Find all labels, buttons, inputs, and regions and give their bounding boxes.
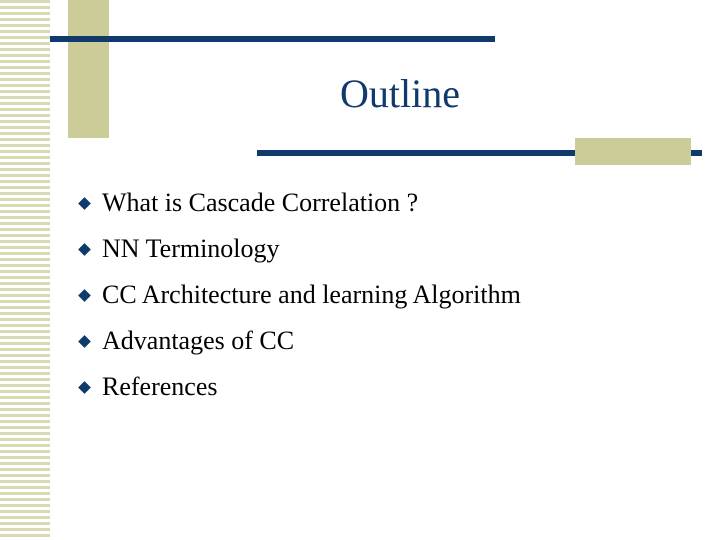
bullet-text: CC Architecture and learning Algorithm xyxy=(102,280,521,309)
accent-block-bottom xyxy=(575,138,691,165)
diamond-bullet-icon xyxy=(78,289,91,302)
diamond-bullet-icon xyxy=(78,243,91,256)
bullet-text: Advantages of CC xyxy=(102,326,295,355)
diamond-bullet-icon xyxy=(78,381,91,394)
bullet-item xyxy=(78,226,521,272)
bullet-list xyxy=(78,180,521,410)
bullet-item xyxy=(78,364,521,410)
accent-block-top xyxy=(68,0,109,138)
bullet-item xyxy=(78,180,521,226)
bullet-item xyxy=(78,272,521,318)
diamond-bullet-icon xyxy=(78,197,91,210)
bullet-text: NN Terminology xyxy=(102,234,280,263)
title-rule-top xyxy=(50,36,495,42)
bullet-text: References xyxy=(102,372,218,401)
striped-margin-decoration xyxy=(0,0,50,540)
slide-title: Outline xyxy=(340,71,460,116)
diamond-bullet-icon xyxy=(78,335,91,348)
bullet-item xyxy=(78,318,521,364)
bullet-text: What is Cascade Correlation ? xyxy=(102,188,419,217)
